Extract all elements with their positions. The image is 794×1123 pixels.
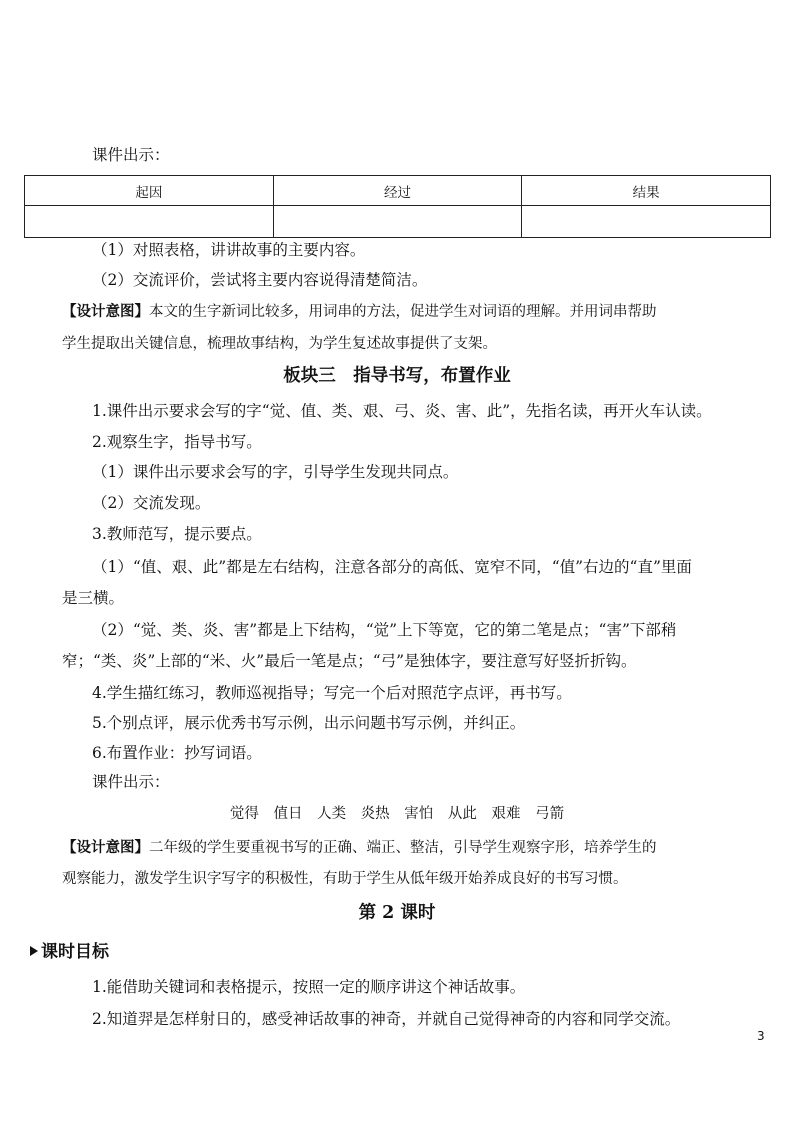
goals-heading-label: 课时目标: [41, 942, 109, 962]
table-cell: [273, 206, 522, 238]
design-intent-text: 本文的生字新词比较多，用词串的方法，促进学生对词语的理解。并用词串帮助: [149, 304, 657, 320]
courseware-label: 课件出示：: [92, 773, 170, 791]
goal-item: 1.能借助关键词和表格提示，按照一定的顺序讲这个神话故事。: [92, 978, 526, 996]
design-intent-tag: 【设计意图】: [62, 303, 149, 320]
step-text: 是三横。: [62, 589, 125, 607]
step-text: 3.教师范写，提示要点。: [92, 525, 262, 543]
story-structure-table: [24, 175, 771, 238]
vocabulary-list: 觉得 值日 人类 炎热 害怕 从此 艰难 弓箭: [229, 806, 565, 822]
design-intent-tag: 【设计意图】: [62, 839, 149, 856]
goals-heading: [30, 941, 109, 963]
step-text: 6.布置作业：抄写词语。: [92, 744, 262, 762]
table-cell: [25, 206, 274, 238]
design-intent-text: 观察能力，激发学生识字写字的积极性，有助于学生从低年级开始养成良好的书写习惯。: [62, 871, 628, 887]
section-title: 板块三 指导书写，布置作业: [283, 366, 511, 386]
step-text: （2）交流发现。: [92, 494, 211, 512]
step-text: （2）交流评价，尝试将主要内容说得清楚简洁。: [92, 271, 428, 289]
goal-item: 2.知道羿是怎样射日的，感受神话故事的神奇，并就自己觉得神奇的内容和同学交流。: [92, 1010, 681, 1028]
courseware-label: 课件出示：: [92, 146, 170, 164]
table-cell: [522, 206, 771, 238]
step-text: （1）课件出示要求会写的字，引导学生发现共同点。: [92, 463, 459, 481]
table-header-cause: 起因: [25, 176, 274, 206]
table-header-result: 结果: [522, 176, 771, 206]
table-header-process: 经过: [273, 176, 522, 206]
design-intent-text: 学生提取出关键信息，梳理故事结构，为学生复述故事提供了支架。: [62, 336, 497, 352]
step-text: 4.学生描红练习，教师巡视指导；写完一个后对照范字点评，再书写。: [92, 684, 572, 702]
step-text: （1）对照表格，讲讲故事的主要内容。: [92, 241, 366, 259]
step-text: 1.课件出示要求会写的字“觉、值、类、艰、弓、炎、害、此”，先指名读，再开火车认读。: [92, 402, 712, 420]
lesson-title: 第 2 课时: [358, 903, 436, 923]
step-text: （1）“值、艰、此”都是左右结构，注意各部分的高低、宽窄不同，“值”右边的“直”里面: [92, 558, 692, 576]
triangle-bullet-icon: [30, 946, 38, 956]
step-text: （2）“觉、类、炎、害”都是上下结构，“觉”上下等宽，它的第二笔是点；“害”下部稍: [92, 621, 677, 639]
step-text: 窄；“类、炎”上部的“米、火”最后一笔是点；“弓”是独体字，要注意写好竖折折钩。: [62, 652, 637, 670]
page-number: 3: [757, 1029, 765, 1043]
step-text: 5.个别点评，展示优秀书写示例，出示问题书写示例，并纠正。: [92, 714, 526, 732]
design-intent-text: 二年级的学生要重视书写的正确、端正、整洁，引导学生观察字形，培养学生的: [149, 840, 657, 856]
design-intent-paragraph: [62, 302, 657, 322]
design-intent-paragraph: [62, 838, 657, 858]
step-text: 2.观察生字，指导书写。: [92, 433, 262, 451]
